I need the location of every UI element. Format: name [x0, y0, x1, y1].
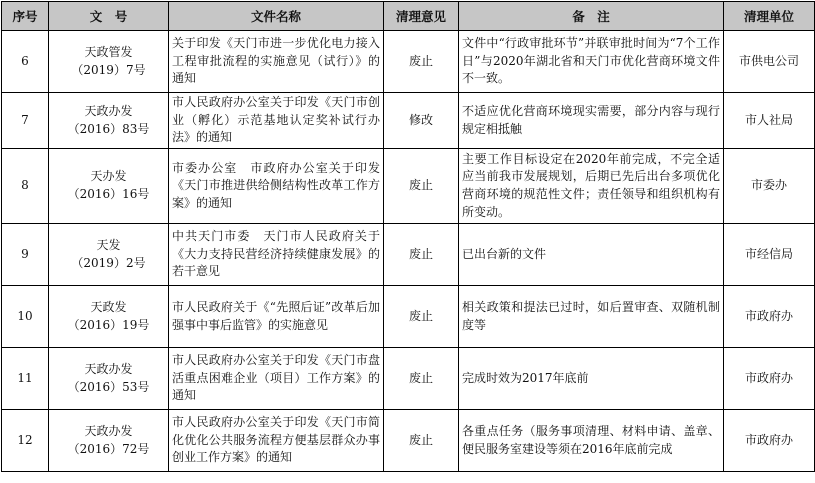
doc-number-prefix: 天政管发 [84, 44, 133, 59]
doc-number-year: （2016）83号 [67, 121, 150, 136]
doc-number-year: （2019）7号 [71, 62, 146, 77]
cleanup-unit: 市政府办 [724, 286, 815, 348]
header-opinion: 清理意见 [384, 2, 459, 31]
doc-number-prefix: 天发 [96, 237, 121, 252]
row-number: 10 [2, 286, 49, 348]
cleanup-unit: 市供电公司 [724, 31, 815, 93]
doc-number-prefix: 天政发 [90, 299, 127, 314]
table-row [2, 93, 815, 149]
cleanup-opinion: 废止 [384, 149, 459, 224]
file-name: 市委办公室 市政府办公室关于印发《天门市推进供给侧结构性改革工作方案》的通知 [169, 149, 384, 224]
file-name: 市人民政府办公室关于印发《天门市简化优化公共服务流程方便基层群众办事创业工作方案》的通知 [169, 410, 384, 472]
note: 已出台新的文件 [459, 224, 724, 286]
note: 完成时效为2017年底前 [459, 348, 724, 410]
cleanup-opinion: 废止 [384, 410, 459, 472]
note: 不适应优化营商环境现实需要，部分内容与现行规定相抵触 [459, 93, 724, 149]
header-row [2, 2, 815, 31]
header-unit: 清理单位 [724, 2, 815, 31]
cleanup-unit: 市人社局 [724, 93, 815, 149]
doc-number-prefix: 天办发 [90, 169, 127, 184]
row-number: 11 [2, 348, 49, 410]
table-row [2, 224, 815, 286]
doc-number-prefix: 天政办发 [84, 103, 133, 118]
header-note: 备 注 [459, 2, 724, 31]
cleanup-unit: 市委办 [724, 149, 815, 224]
cleanup-opinion: 废止 [384, 224, 459, 286]
doc-number [49, 410, 169, 472]
file-name: 中共天门市委 天门市人民政府关于《大力支持民营经济持续健康发展》的若干意见 [169, 224, 384, 286]
note: 相关政策和提法已过时，如后置审查、双随机制度等 [459, 286, 724, 348]
row-number: 7 [2, 93, 49, 149]
file-name: 市人民政府关于《“先照后证”改革后加强事中事后监管》的实施意见 [169, 286, 384, 348]
row-number: 12 [2, 410, 49, 472]
doc-number [49, 31, 169, 93]
doc-number [49, 149, 169, 224]
header-no: 序号 [2, 2, 49, 31]
row-number: 9 [2, 224, 49, 286]
note: 文件中“行政审批环节”并联审批时间为“7个工作日”与2020年湖北省和天门市优化营商环境文件不一致。 [459, 31, 724, 93]
doc-number [49, 348, 169, 410]
file-name: 市人民政府办公室关于印发《天门市创业（孵化）示范基地认定奖补试行办法》的通知 [169, 93, 384, 149]
row-number: 8 [2, 149, 49, 224]
table-row [2, 286, 815, 348]
doc-number-prefix: 天政办发 [84, 361, 133, 376]
file-name: 市人民政府办公室关于印发《天门市盘活重点困难企业（项目）工作方案》的通知 [169, 348, 384, 410]
file-name: 关于印发《天门市进一步优化电力接入工程审批流程的实施意见（试行）》的通知 [169, 31, 384, 93]
doc-number-year: （2016）72号 [67, 441, 150, 456]
table-row [2, 31, 815, 93]
doc-number-prefix: 天政办发 [84, 423, 133, 438]
table-row [2, 410, 815, 472]
cleanup-opinion: 修改 [384, 93, 459, 149]
cleanup-opinion: 废止 [384, 286, 459, 348]
header-doc: 文 号 [49, 2, 169, 31]
row-number: 6 [2, 31, 49, 93]
doc-number [49, 224, 169, 286]
doc-number-year: （2019）2号 [71, 255, 146, 270]
doc-number-year: （2016）19号 [67, 317, 150, 332]
header-name: 文件名称 [169, 2, 384, 31]
cleanup-table [1, 1, 815, 472]
doc-number-year: （2016）16号 [67, 187, 150, 201]
doc-number [49, 286, 169, 348]
cleanup-unit: 市政府办 [724, 348, 815, 410]
doc-number-year: （2016）53号 [67, 379, 150, 394]
cleanup-opinion: 废止 [384, 348, 459, 410]
note: 各重点任务（服务事项清理、材料申请、盖章、便民服务室建设等须在2016年底前完成 [459, 410, 724, 472]
doc-number [49, 93, 169, 149]
cleanup-unit: 市政府办 [724, 410, 815, 472]
note: 主要工作目标设定在2020年前完成，不完全适应当前我市发展规划，后期已先后出台多项优化营商环境的规范性文件；责任领导和组织机构有所变动。 [459, 149, 724, 224]
table-row [2, 348, 815, 410]
table-row [2, 149, 815, 224]
cleanup-opinion: 废止 [384, 31, 459, 93]
cleanup-unit: 市经信局 [724, 224, 815, 286]
